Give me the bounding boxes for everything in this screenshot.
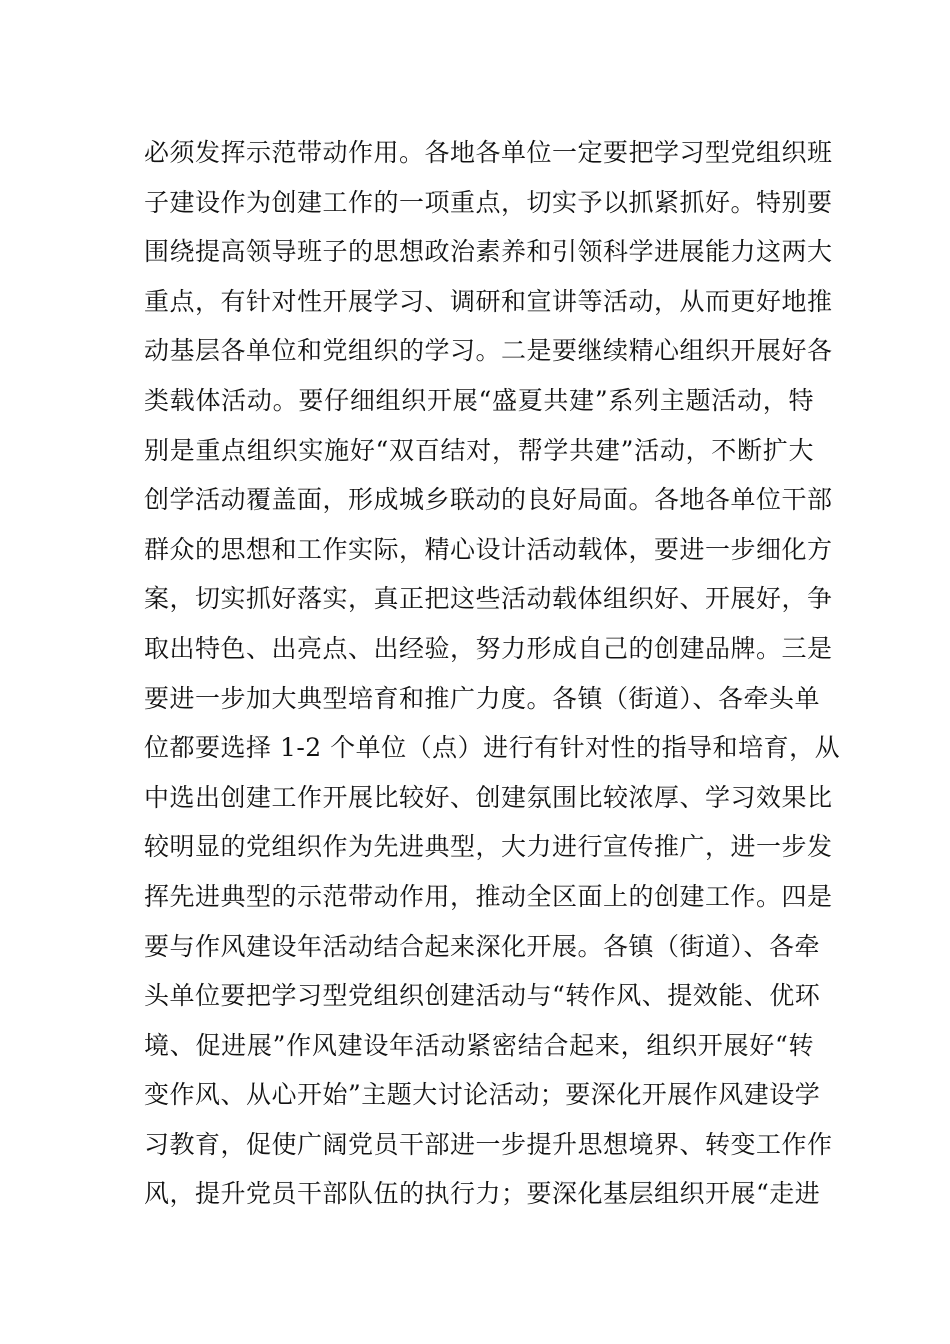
text-line: 境、促进展”作风建设年活动紧密结合起来，组织开展好“转 bbox=[144, 1030, 814, 1060]
text-line: 挥先进典型的示范带动作用，推动全区面上的创建工作。四是 bbox=[144, 881, 833, 911]
text-line: 子建设作为创建工作的一项重点，切实予以抓紧抓好。特别要 bbox=[144, 187, 833, 217]
text-line: 类载体活动。要仔细组织开展“盛夏共建”系列主题活动，特 bbox=[144, 385, 814, 415]
text-line: 动基层各单位和党组织的学习。二是要继续精心组织开展好各 bbox=[144, 336, 833, 366]
text-line: 要与作风建设年活动结合起来深化开展。各镇（街道）、各牵 bbox=[144, 931, 821, 961]
text-line: 创学活动覆盖面，形成城乡联动的良好局面。各地各单位干部 bbox=[144, 485, 833, 515]
text-line: 重点，有针对性开展学习、调研和宣讲等活动，从而更好地推 bbox=[144, 286, 833, 316]
text-line: 位都要选择 1-2 个单位（点）进行有针对性的指导和培育，从 bbox=[144, 733, 841, 763]
text-line: 习教育，促使广阔党员干部进一步提升思想境界、转变工作作 bbox=[144, 1129, 833, 1159]
text-line: 头单位要把学习型党组织创建活动与“转作风、提效能、优环 bbox=[144, 981, 821, 1011]
text-line: 必须发挥示范带动作用。各地各单位一定要把学习型党组织班 bbox=[144, 138, 833, 167]
text-line: 较明显的党组织作为先进典型，大力进行宣传推广，进一步发 bbox=[144, 832, 833, 862]
text-line: 要进一步加大典型培育和推广力度。各镇（街道）、各牵头单 bbox=[144, 683, 821, 713]
text-line: 取出特色、出亮点、出经验，努力形成自己的创建品牌。三是 bbox=[144, 633, 833, 663]
text-line: 群众的思想和工作实际，精心设计活动载体，要进一步细化方 bbox=[144, 534, 833, 564]
text-line: 别是重点组织实施好“双百结对，帮学共建”活动，不断扩大 bbox=[144, 435, 814, 465]
text-line: 中选出创建工作开展比较好、创建氛围比较浓厚、学习效果比 bbox=[144, 782, 833, 812]
text-line: 变作风、从心开始”主题大讨论活动；要深化开展作风建设学 bbox=[144, 1080, 821, 1110]
text-line: 风，提升党员干部队伍的执行力；要深化基层组织开展“走进 bbox=[144, 1179, 821, 1209]
text-line: 围绕提高领导班子的思想政治素养和引领科学进展能力这两大 bbox=[144, 237, 833, 267]
body-paragraph bbox=[144, 128, 841, 1219]
text-line: 案，切实抓好落实，真正把这些活动载体组织好、开展好，争 bbox=[144, 584, 833, 614]
